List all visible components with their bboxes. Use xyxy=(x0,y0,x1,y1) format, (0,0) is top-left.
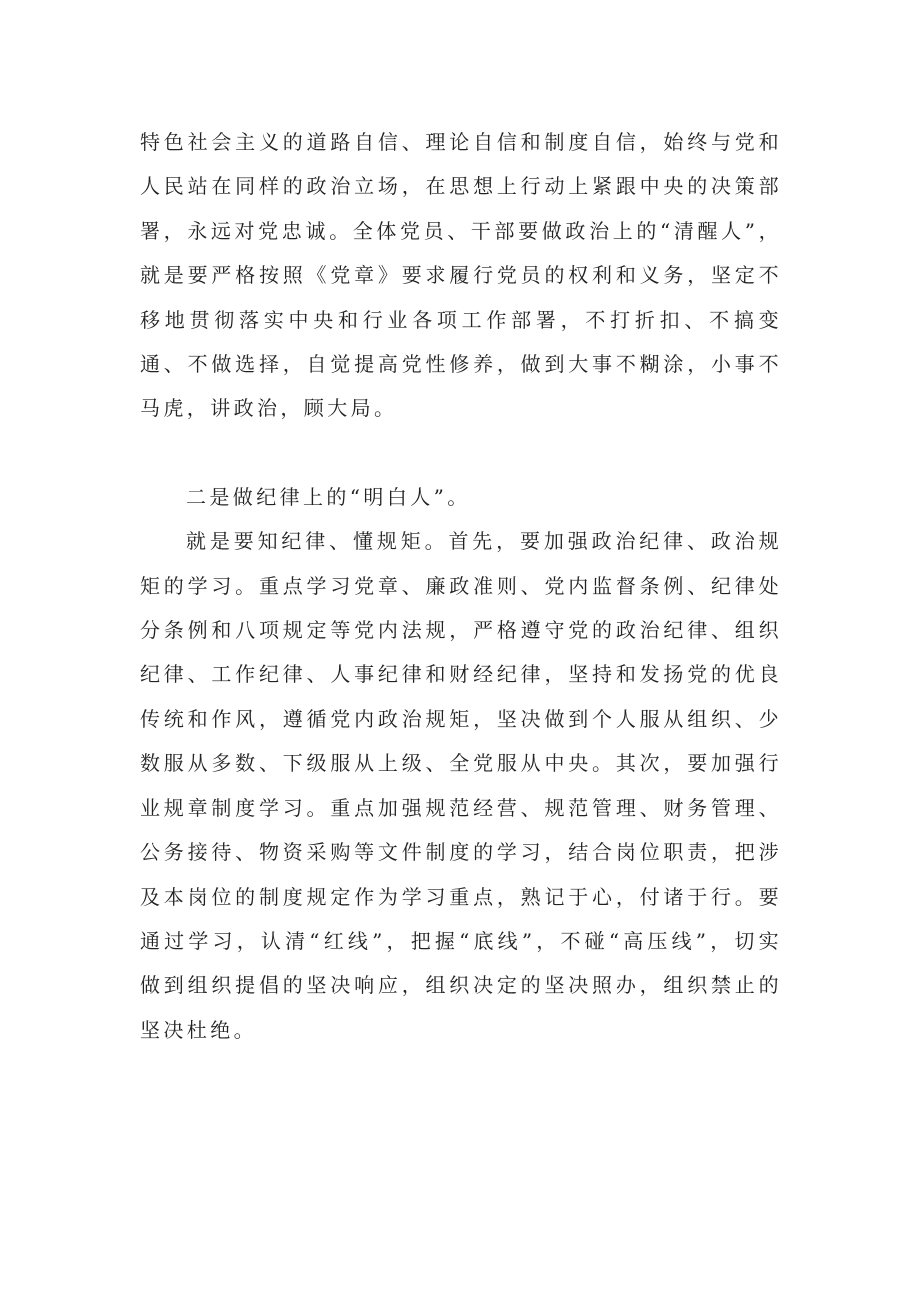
section-heading: 二是做纪律上的“明白人”。 xyxy=(186,484,471,509)
document-body xyxy=(140,120,782,1052)
paragraph-discipline: 就是要知纪律、懂规矩。首先，要加强政治纪律、政治规矩的学习。重点学习党章、廉政准则、党内监督条例、纪律处分条例和八项规定等党内法规，严格遵守党的政治纪律、组织纪律、工作纪律、人事纪律和财经纪律，坚持和发扬党的优良传统和作风，遵循党内政治规矩，坚决做到个人服从组织、少数服从多数、下级服从上级、全党服从中央。其次，要加强行业规章制度学习。重点加强规范经营、规范管理、财务管理、公务接待、物资采购等文件制度的学习，结合岗位职责，把涉及本岗位的制度规定作为学习重点，熟记于心，付诸于行。要通过学习，认清“红线”，把握“底线”，不碰“高压线”，切实做到组织提倡的坚决响应，组织决定的坚决照办，组织禁止的坚决杜绝。 xyxy=(140,529,782,1042)
paragraph-continuation: 特色社会主义的道路自信、理论自信和制度自信，始终与党和人民站在同样的政治立场，在思想上行动上紧跟中央的决策部署，永远对党忠诚。全体党员、干部要做政治上的“清醒人”，就是要严格按照《党章》要求履行党员的权利和义务，坚定不移地贯彻落实中央和行业各项工作部署，不打折扣、不搞变通、不做选择，自觉提高党性修养，做到大事不糊涂，小事不马虎，讲政治，顾大局。 xyxy=(140,130,782,421)
